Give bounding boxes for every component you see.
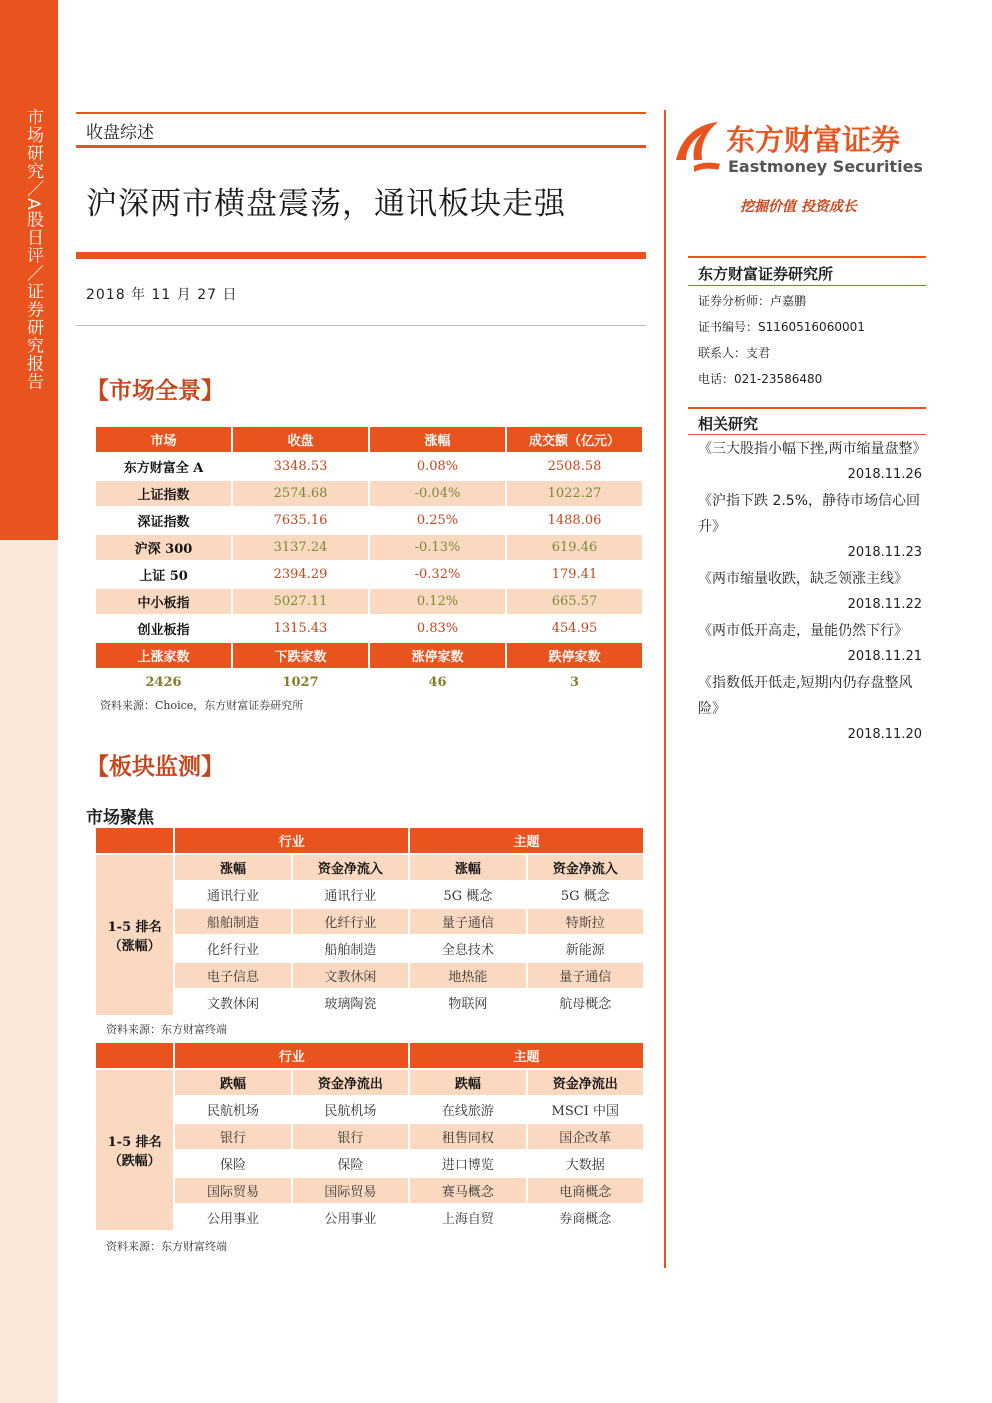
corner-cell bbox=[96, 828, 173, 853]
related-item-title[interactable]: 《沪指下跌 2.5%，静待市场信心回升》 bbox=[698, 493, 921, 535]
table-row bbox=[96, 1151, 643, 1176]
close-value: 3137.24 bbox=[233, 535, 368, 560]
cell: 全息技术 bbox=[410, 936, 525, 961]
phone-number: 电话：021-23586480 bbox=[698, 372, 823, 386]
market-table bbox=[94, 425, 644, 697]
close-value: 5027.11 bbox=[233, 589, 368, 614]
group-header-row bbox=[96, 828, 643, 853]
market-section-title: 【市场全景】 bbox=[86, 377, 224, 404]
group-theme: 主题 bbox=[410, 828, 643, 853]
cell: 船舶制造 bbox=[175, 909, 290, 934]
cell: 通讯行业 bbox=[175, 882, 290, 907]
table-row bbox=[96, 1205, 643, 1230]
related-item-date: 2018.11.20 bbox=[847, 727, 922, 742]
report-title: 沪深两市横盘震荡，通讯板块走强 bbox=[86, 186, 566, 222]
table-row bbox=[96, 481, 642, 506]
cell: 船舶制造 bbox=[293, 936, 408, 961]
group-industry: 行业 bbox=[175, 828, 408, 853]
turnover-value: 179.41 bbox=[507, 562, 642, 587]
index-name: 深证指数 bbox=[96, 508, 231, 533]
cell: 民航机场 bbox=[175, 1097, 290, 1122]
corner-cell bbox=[96, 1043, 173, 1068]
limit-down-count: 3 bbox=[569, 675, 580, 690]
market-table-header bbox=[96, 427, 642, 452]
cell: 银行 bbox=[293, 1124, 408, 1149]
cell: 保险 bbox=[175, 1151, 290, 1176]
sub-header: 资金净流入 bbox=[528, 855, 643, 880]
table-row bbox=[96, 1097, 643, 1122]
col-decliners: 下跌家数 bbox=[233, 643, 368, 668]
group-industry: 行业 bbox=[175, 1043, 408, 1068]
cell: 新能源 bbox=[528, 936, 643, 961]
close-value: 3348.53 bbox=[233, 454, 368, 479]
cell: 物联网 bbox=[410, 990, 525, 1015]
related-item-title[interactable]: 《两市低开高走，量能仍然下行》 bbox=[698, 623, 908, 639]
cell: 玻璃陶瓷 bbox=[293, 990, 408, 1015]
related-item-date: 2018.11.23 bbox=[847, 545, 922, 560]
index-name: 东方财富全 A bbox=[96, 454, 231, 479]
sector-up-source: 资料来源：东方财富终端 bbox=[106, 1023, 227, 1036]
col-close: 收盘 bbox=[233, 427, 368, 452]
sector-section-title: 【板块监测】 bbox=[86, 753, 224, 780]
sector-up-table bbox=[94, 826, 645, 1017]
cell: 大数据 bbox=[528, 1151, 643, 1176]
cell: 公用事业 bbox=[175, 1205, 290, 1230]
col-change: 涨幅 bbox=[370, 427, 505, 452]
close-value: 1315.43 bbox=[233, 616, 368, 641]
table-row bbox=[96, 909, 643, 934]
related-rule-bottom bbox=[688, 434, 926, 435]
title-rule bbox=[76, 252, 646, 259]
cell: MSCI 中国 bbox=[528, 1097, 643, 1122]
cell: 量子通信 bbox=[410, 909, 525, 934]
rank-label-cell bbox=[96, 1070, 173, 1230]
sub-header: 跌幅 bbox=[410, 1070, 525, 1095]
close-value: 2394.29 bbox=[233, 562, 368, 587]
brand-logo bbox=[672, 116, 922, 178]
sub-header: 资金净流出 bbox=[293, 1070, 408, 1095]
group-theme: 主题 bbox=[410, 1043, 643, 1068]
sub-header: 跌幅 bbox=[175, 1070, 290, 1095]
change-value: 0.12% bbox=[370, 589, 505, 614]
change-value: -0.04% bbox=[370, 481, 505, 506]
rank-label: 1-5 排名 bbox=[107, 1135, 162, 1150]
related-item-date: 2018.11.26 bbox=[847, 467, 922, 482]
cell: 通讯行业 bbox=[293, 882, 408, 907]
table-row bbox=[96, 508, 642, 533]
table-row bbox=[96, 562, 642, 587]
index-name: 上证 50 bbox=[96, 562, 231, 587]
change-value: -0.13% bbox=[370, 535, 505, 560]
turnover-value: 665.57 bbox=[507, 589, 642, 614]
close-value: 7635.16 bbox=[233, 508, 368, 533]
cell: 量子通信 bbox=[528, 963, 643, 988]
decliners-count: 1027 bbox=[282, 675, 319, 690]
svg-text:Eastmoney Securities: Eastmoney Securities bbox=[728, 157, 922, 176]
cell: 在线旅游 bbox=[410, 1097, 525, 1122]
turnover-value: 2508.58 bbox=[507, 454, 642, 479]
cell: 国际贸易 bbox=[175, 1178, 290, 1203]
cell: 上海自贸 bbox=[410, 1205, 525, 1230]
col-limit-down: 跌停家数 bbox=[507, 643, 642, 668]
rank-label-cell bbox=[96, 855, 173, 1015]
cell: 银行 bbox=[175, 1124, 290, 1149]
brand-slogan: 挖掘价值 投资成长 bbox=[740, 199, 857, 215]
change-value: -0.32% bbox=[370, 562, 505, 587]
index-name: 中小板指 bbox=[96, 589, 231, 614]
analyst-name: 证券分析师：卢嘉鹏 bbox=[698, 294, 807, 308]
related-list bbox=[698, 436, 927, 748]
rank-label-metric: （跌幅） bbox=[108, 1154, 161, 1169]
related-item-title[interactable]: 《三大股指小幅下挫,两市缩量盘整》 bbox=[698, 441, 927, 457]
report-date: 2018 年 11 月 27 日 bbox=[86, 287, 238, 303]
related-rule-top bbox=[688, 407, 926, 409]
sub-header-row bbox=[96, 855, 643, 880]
table-row bbox=[96, 1124, 643, 1149]
cell: 5G 概念 bbox=[528, 882, 643, 907]
table-row bbox=[96, 936, 643, 961]
counts-row bbox=[96, 670, 642, 695]
table-row bbox=[96, 589, 642, 614]
cell: 航母概念 bbox=[528, 990, 643, 1015]
column-divider bbox=[664, 110, 666, 1268]
kicker-rule bbox=[76, 145, 646, 148]
table-row bbox=[96, 535, 642, 560]
group-header-row bbox=[96, 1043, 643, 1068]
table-row bbox=[96, 963, 643, 988]
sidebar-vertical-text: 市场研究／A股日评／证券研究报告 bbox=[23, 108, 43, 391]
cell: 电商概念 bbox=[528, 1178, 643, 1203]
index-name: 上证指数 bbox=[96, 481, 231, 506]
cell: 公用事业 bbox=[293, 1205, 408, 1230]
col-limit-up: 涨停家数 bbox=[370, 643, 505, 668]
change-value: 0.08% bbox=[370, 454, 505, 479]
cell: 化纤行业 bbox=[293, 909, 408, 934]
rank-label: 1-5 排名 bbox=[107, 920, 162, 935]
cell: 国企改革 bbox=[528, 1124, 643, 1149]
left-sidebar bbox=[0, 0, 58, 1403]
institute-title: 东方财富证券研究所 bbox=[698, 265, 834, 283]
sub-header: 资金净流入 bbox=[293, 855, 408, 880]
cell: 进口博览 bbox=[410, 1151, 525, 1176]
sub-header-row bbox=[96, 1070, 643, 1095]
cell: 电子信息 bbox=[175, 963, 290, 988]
contact-person: 联系人：支君 bbox=[698, 346, 771, 360]
limit-up-count: 46 bbox=[428, 675, 447, 690]
cell: 赛马概念 bbox=[410, 1178, 525, 1203]
top-rule bbox=[76, 112, 646, 114]
related-item-date: 2018.11.21 bbox=[847, 649, 922, 664]
cell: 化纤行业 bbox=[175, 936, 290, 961]
date-divider bbox=[76, 325, 646, 326]
related-item-date: 2018.11.22 bbox=[847, 597, 922, 612]
related-item-title[interactable]: 《两市缩量收跌，缺乏领涨主线》 bbox=[698, 571, 908, 587]
rank-label-metric: （涨幅） bbox=[108, 939, 161, 954]
market-focus-subhead: 市场聚焦 bbox=[86, 808, 154, 828]
svg-text:东方财富证券: 东方财富证券 bbox=[726, 123, 901, 157]
turnover-value: 1022.27 bbox=[507, 481, 642, 506]
cell: 民航机场 bbox=[293, 1097, 408, 1122]
table-row bbox=[96, 1178, 643, 1203]
change-value: 0.83% bbox=[370, 616, 505, 641]
cell: 保险 bbox=[293, 1151, 408, 1176]
table-row bbox=[96, 454, 642, 479]
sector-down-source: 资料来源：东方财富终端 bbox=[106, 1240, 227, 1253]
cell: 地热能 bbox=[410, 963, 525, 988]
sub-header: 资金净流出 bbox=[528, 1070, 643, 1095]
cell: 文教休闲 bbox=[175, 990, 290, 1015]
cell: 特斯拉 bbox=[528, 909, 643, 934]
table-row bbox=[96, 990, 643, 1015]
eastmoney-logo-icon bbox=[672, 116, 922, 178]
index-name: 沪深 300 bbox=[96, 535, 231, 560]
sector-down-table bbox=[94, 1041, 645, 1232]
turnover-value: 454.95 bbox=[507, 616, 642, 641]
turnover-value: 1488.06 bbox=[507, 508, 642, 533]
turnover-value: 619.46 bbox=[507, 535, 642, 560]
table-row bbox=[96, 616, 642, 641]
col-turnover: 成交额（亿元） bbox=[507, 427, 642, 452]
sub-header: 涨幅 bbox=[410, 855, 525, 880]
cell: 租售同权 bbox=[410, 1124, 525, 1149]
related-title: 相关研究 bbox=[698, 415, 759, 433]
table-row bbox=[96, 882, 643, 907]
report-kicker: 收盘综述 bbox=[86, 123, 154, 143]
cell: 文教休闲 bbox=[293, 963, 408, 988]
change-value: 0.25% bbox=[370, 508, 505, 533]
close-value: 2574.68 bbox=[233, 481, 368, 506]
cell: 5G 概念 bbox=[410, 882, 525, 907]
counts-header bbox=[96, 643, 642, 668]
market-source: 资料来源：Choice，东方财富证券研究所 bbox=[100, 699, 304, 712]
index-name: 创业板指 bbox=[96, 616, 231, 641]
cert-number: 证书编号：S1160516060001 bbox=[698, 320, 865, 334]
cell: 国际贸易 bbox=[293, 1178, 408, 1203]
cell: 券商概念 bbox=[528, 1205, 643, 1230]
institute-rule-bottom bbox=[688, 285, 926, 286]
col-market: 市场 bbox=[96, 427, 231, 452]
col-advancers: 上涨家数 bbox=[96, 643, 231, 668]
related-item-title[interactable]: 《指数低开低走,短期内仍存盘整风险》 bbox=[698, 675, 913, 717]
advancers-count: 2426 bbox=[145, 675, 182, 690]
sub-header: 涨幅 bbox=[175, 855, 290, 880]
institute-rule-top bbox=[688, 256, 926, 258]
